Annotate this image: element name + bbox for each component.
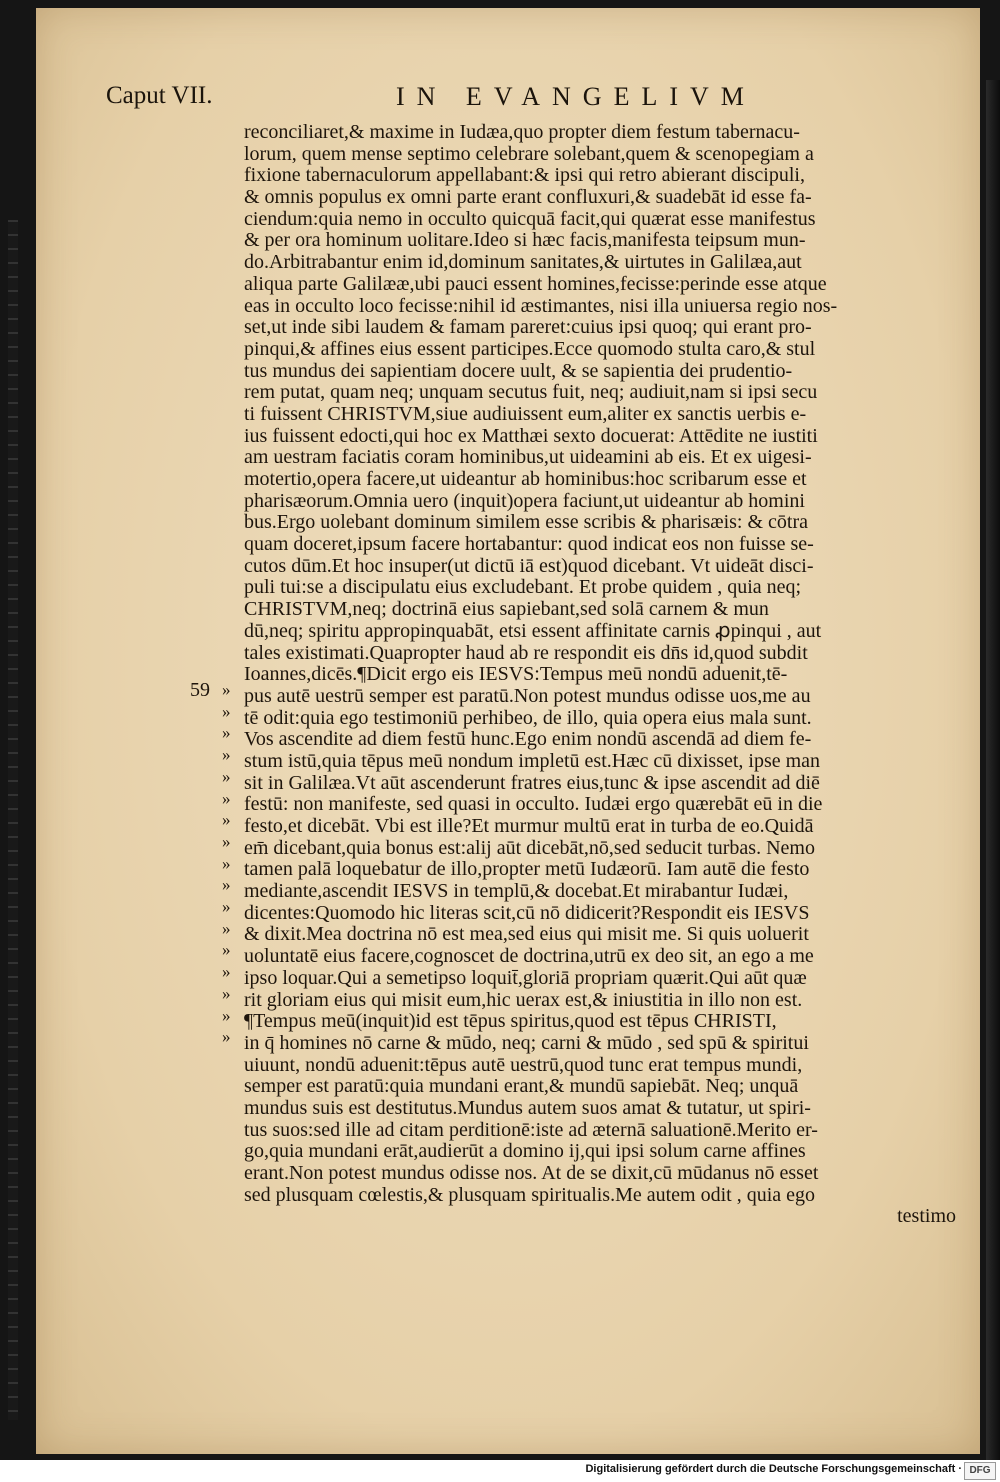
text-line: semper est paratū:quia mundani erant,& mundū sapiebāt. Neq; unquā	[244, 1076, 799, 1098]
text-line: uiuunt, nondū aduenit:tēpus autē uestrū,quod tunc erat tempus mundi,	[244, 1054, 803, 1076]
text-line: tus suos:sed ille ad citam perditionē:iste ad æternā saluationē.Merito er-	[244, 1119, 818, 1141]
text-line: reconciliaret,& maxime in Iudæa,quo propter diem festum tabernacu-	[244, 122, 800, 143]
text-line: testimo	[897, 1206, 956, 1228]
text-line: set,ut inde sibi laudem & famam pareret:cuius ipsi quoq; qui erant pro-	[244, 317, 812, 339]
text-line: Ioannes,dicēs.¶Dicit ergo eis IESVS:Tempus meū nondū aduenit,tē-	[244, 664, 788, 686]
text-line: rit gloriam eius qui misit eum,hic uerax est,& iniustitia in illo non est.	[244, 989, 803, 1011]
text-line: pus autē uestrū semper est paratū.Non potest mundus odisse uos,me au	[244, 685, 811, 707]
margin-mark: »	[222, 962, 231, 982]
text-line: do.Arbitrabantur enim id,dominum sanitates,& uirtutes in Galilæa,aut	[244, 252, 802, 274]
quotation-margin-marks	[222, 679, 242, 1048]
text-line: motertio,opera facere,ut uideantur ab hominibus:hoc scribarum esse et	[244, 469, 807, 490]
margin-mark: »	[222, 1027, 231, 1047]
text-line: Vos ascendite ad diem festū hunc.Ego enim nondū ascendā ad diem fe-	[244, 729, 812, 751]
text-line: am uestram faciatis coram hominibus,ut uideamini ab eis. Et ex uigesi-	[244, 447, 812, 469]
text-line: sit in Galilæa.Vt aūt ascenderunt fratres eius,tunc & ipse ascendit ad diē	[244, 772, 820, 794]
text-line: ipso loquar.Qui a semetipso loquit̄,gloriā propriam quærit.Qui aūt quæ	[244, 967, 807, 989]
text-line: & omnis populus ex omni parte erant confluxuri,& suadebāt id esse fa-	[244, 187, 812, 209]
text-line: aliqua parte Galilææ,ubi pauci essent homines,fecisse:perinde esse atque	[244, 273, 827, 295]
text-line: sed plusquam cœlestis,& plusquam spiritualis.Me autem odit , quia ego	[244, 1184, 816, 1206]
margin-mark: »	[222, 918, 231, 938]
margin-mark: »	[222, 766, 231, 786]
text-line: tus mundus dei sapientiam docere uult, & se sapientia dei prudentio-	[244, 360, 793, 382]
verse-number: 59	[190, 679, 210, 701]
margin-mark: »	[222, 831, 231, 851]
margin-mark: »	[222, 1005, 231, 1025]
text-line: bus.Ergo uolebant dominum similem esse scribis & pharisæis: & cōtra	[244, 512, 809, 534]
text-line: pharisæorum.Omnia uero (inquit)opera faciunt,ut uideantur ab homini	[244, 490, 805, 512]
margin-mark: »	[222, 788, 231, 808]
text-line: em̄ dicebant,quia bonus est:alij aūt dicebāt,nō,sed seducit turbas. Nemo	[244, 837, 815, 859]
funding-credit: Digitalisierung gefördert durch die Deutsche Forschungsgemeinschaft ·	[585, 1463, 962, 1475]
text-line: in q̄ homines nō carne & mūdo, neq; carni & mūdo , sed spū & spiritui	[244, 1032, 809, 1054]
text-line: dicentes:Quomodo hic literas scit,cū nō didicerit?Respondit eis IESVS	[244, 902, 810, 924]
margin-mark: »	[222, 940, 231, 960]
margin-mark: »	[222, 680, 231, 699]
margin-mark: »	[222, 875, 231, 895]
text-line: stum istū,quia tēpus meū nondum impletū est.Hæc cū dixisset, ipse man	[244, 750, 821, 772]
margin-mark: »	[222, 897, 231, 917]
margin-mark: »	[222, 723, 231, 743]
text-line: cutos dūm.Et hoc insuper(ut dictū iā est)quod dicebant. Vt uideāt disci-	[244, 555, 814, 577]
digitization-footer	[0, 1460, 1000, 1482]
text-line: rem putat, quam neq; unquam secutus fuit, neq; audiuit,nam si ipsi secu	[244, 382, 818, 404]
body-text	[244, 122, 956, 1228]
scan-edge-left	[8, 220, 18, 1420]
text-line: tales existimati.Quapropter haud ab re respondit eis dn̄s id,quod subdit	[244, 642, 808, 664]
dfg-logo: DFG	[964, 1462, 996, 1480]
text-line: fixione tabernaculorum appellabant:& ipsi qui retro abierant discipuli,	[244, 165, 805, 187]
margin-mark: »	[222, 745, 231, 765]
text-line: & dixit.Mea doctrina nō est mea,sed eius qui misit me. Si quis uoluerit	[244, 924, 809, 946]
page-title: IN EVANGELIVM	[396, 82, 756, 111]
text-line: ius fuissent edocti,qui hoc ex Matthæi sexto docuerat: Attēdite ne iustiti	[244, 425, 818, 447]
text-line: mediante,ascendit IESVS in templū,& docebat.Et mirabantur Iudæi,	[244, 881, 789, 903]
text-line: CHRISTVM,neq; doctrinā eius sapiebant,sed solā carnem & mun	[244, 599, 769, 621]
text-line: dū,neq; spiritu appropinquabāt, etsi essent affinitate carnis ꝓpinqui , aut	[244, 620, 822, 642]
text-line: ciendum:quia nemo in occulto quicquā facit,qui quærat esse manifestus	[244, 208, 816, 230]
text-line: uoluntatē eius facere,cognoscet de doctrina,utrū ex deo sit, an ego a me	[244, 946, 814, 968]
text-line: quam doceret,ipsum facere hortabantur: quod indicat eos non fuisse se-	[244, 534, 814, 556]
text-line: lorum, quem mense septimo celebrare solebant,quem & scenopegiam a	[244, 143, 814, 165]
text-line: ¶Tempus meū(inquit)id est tēpus spiritus,quod est tēpus CHRISTI,	[244, 1011, 777, 1033]
text-line: erant.Non potest mundus odisse nos. At de se dixit,cū mūdanus nō esset	[244, 1163, 819, 1184]
chapter-label: Caput VII.	[106, 82, 213, 109]
margin-mark: »	[222, 983, 231, 1003]
scan-edge-right	[986, 80, 1000, 1460]
text-line: tē odit:quia ego testimoniū perhibeo, de illo, quia opera eius mala sunt.	[244, 707, 812, 729]
text-line: pinqui,& affines eius essent participes.Ecce quomodo stulta caro,& stul	[244, 338, 816, 360]
margin-mark: »	[222, 853, 231, 873]
text-line: go,quia mundani erāt,audierūt a domino ij,qui ipsi solum carne affines	[244, 1141, 806, 1163]
margin-mark: »	[222, 810, 231, 830]
text-line: tamen palā loquebatur de illo,propter metū Iudæorū. Iam autē die festo	[244, 859, 810, 881]
text-line: puli tui:se a discipulatu eius excludebant. Et probe quidem , quia neq;	[244, 577, 802, 599]
margin-mark: »	[222, 701, 231, 721]
text-line: & per ora hominum uolitare.Ideo si hæc facis,manifesta teipsum mun-	[244, 230, 806, 252]
text-line: festo,et dicebāt. Vbi est ille?Et murmur multū erat in turba de eo.Quidā	[244, 816, 814, 837]
text-line: eas in occulto loco fecisse:nihil id æstimantes, nisi illa uniuersa regio nos-	[244, 295, 838, 317]
text-line: festū: non manifeste, sed quasi in occulto. Iudæi ergo quærebāt eū in die	[244, 794, 823, 816]
text-line: mundus suis est destitutus.Mundus autem suos amat & tutatur, ut spiri-	[244, 1097, 811, 1119]
running-head	[106, 82, 836, 118]
text-line: ti fuissent CHRISTVM,siue audiuissent eum,aliter ex sanctis uerbis e-	[244, 403, 807, 425]
